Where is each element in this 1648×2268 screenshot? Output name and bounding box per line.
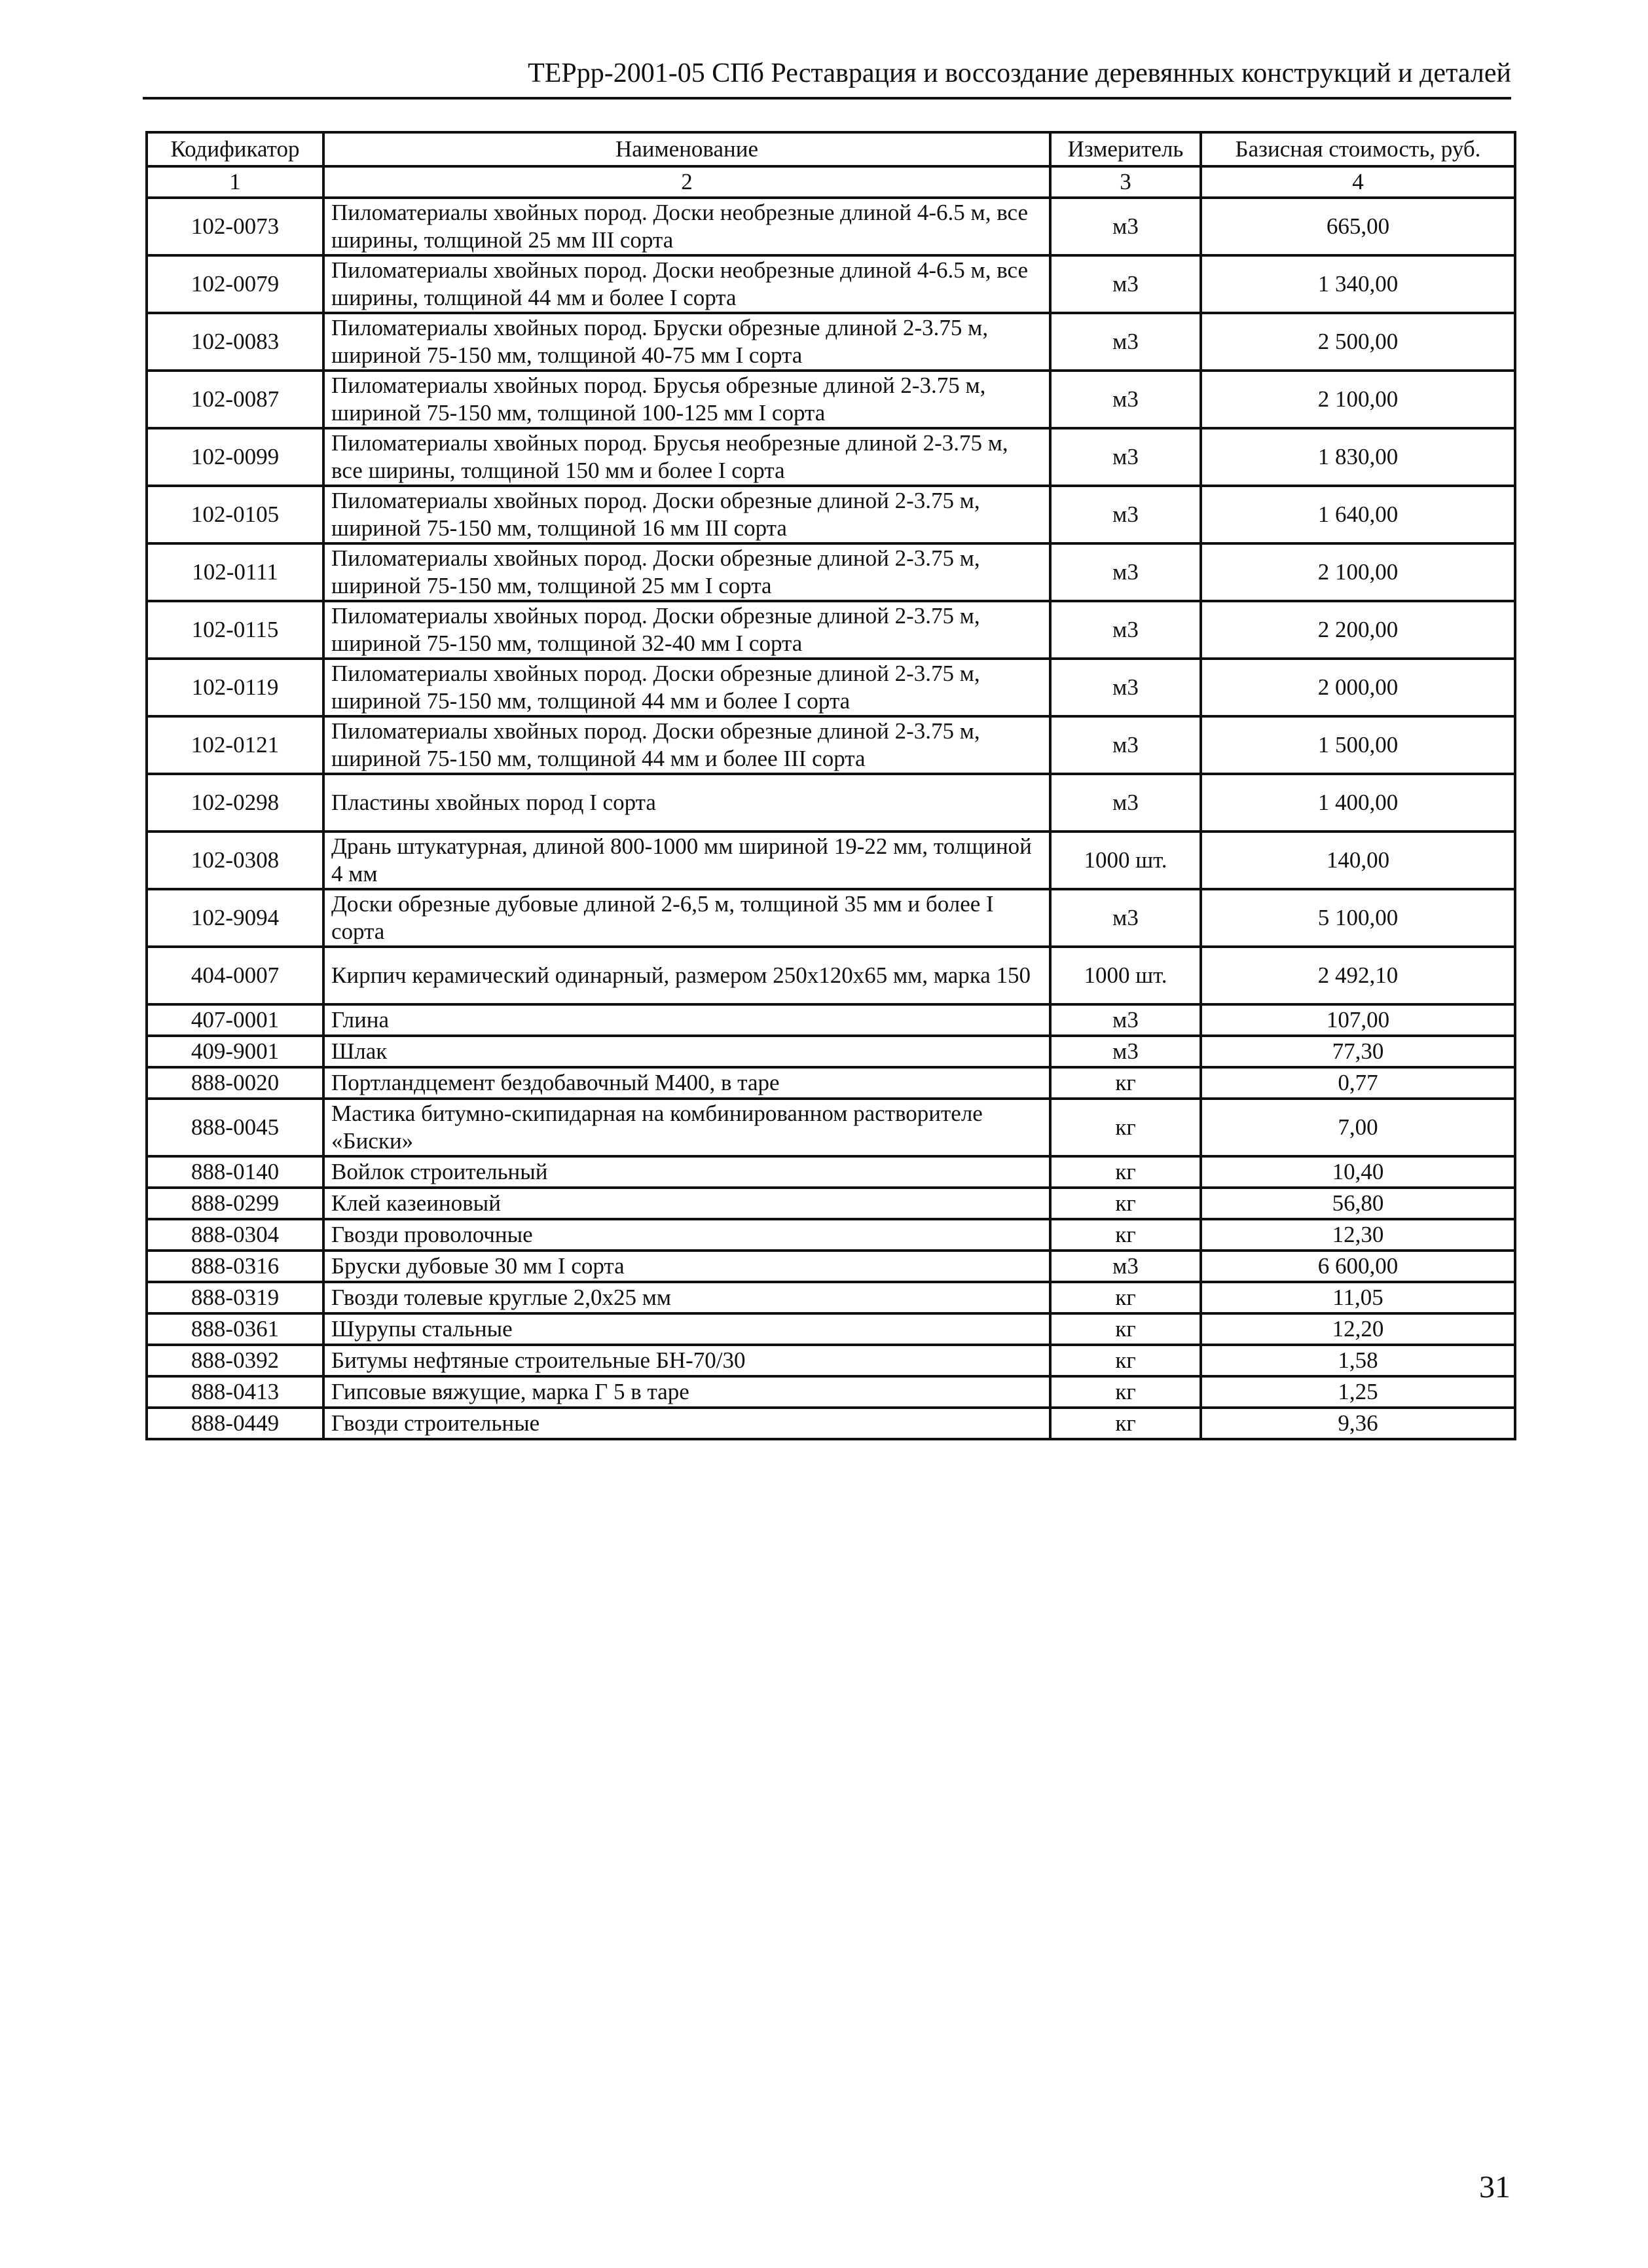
table-row	[147, 428, 1515, 486]
name-cell: Пластины хвойных пород I сорта	[323, 774, 1050, 832]
name-cell: Бруски дубовые 30 мм I сорта	[323, 1251, 1050, 1282]
price-cell: 10,40	[1201, 1156, 1515, 1188]
unit-cell: 1000 шт.	[1050, 832, 1201, 889]
name-cell: Гвозди проволочные	[323, 1219, 1050, 1251]
price-cell: 77,30	[1201, 1036, 1515, 1067]
table-row	[147, 832, 1515, 889]
price-cell: 9,36	[1201, 1408, 1515, 1439]
code-cell: 102-9094	[147, 889, 323, 947]
column-number: 4	[1201, 166, 1515, 198]
unit-cell: м3	[1050, 716, 1201, 774]
page-header	[143, 43, 1511, 100]
table-row	[147, 1036, 1515, 1067]
code-cell: 888-0413	[147, 1376, 323, 1408]
price-cell: 5 100,00	[1201, 889, 1515, 947]
table-row	[147, 255, 1515, 313]
table-row	[147, 1408, 1515, 1439]
price-cell: 2 100,00	[1201, 371, 1515, 428]
page-number: 31	[1479, 2170, 1511, 2204]
name-cell: Портландцемент бездобавочный М400, в таре	[323, 1067, 1050, 1099]
unit-cell: м3	[1050, 486, 1201, 543]
price-cell: 2 492,10	[1201, 947, 1515, 1004]
price-cell: 1,58	[1201, 1345, 1515, 1376]
name-cell: Пиломатериалы хвойных пород. Бруски обрезные длиной 2-3.75 м, шириной 75-150 мм, толщиной 40-75 мм I сорта	[323, 313, 1050, 371]
column-number-row	[147, 166, 1515, 198]
unit-cell: м3	[1050, 313, 1201, 371]
name-cell: Пиломатериалы хвойных пород. Доски обрезные длиной 2-3.75 м, шириной 75-150 мм, толщиной 25 мм I сорта	[323, 543, 1050, 601]
price-cell: 1 340,00	[1201, 255, 1515, 313]
unit-cell: кг	[1050, 1282, 1201, 1313]
unit-cell: кг	[1050, 1376, 1201, 1408]
unit-cell: м3	[1050, 659, 1201, 716]
column-header-price: Базисная стоимость, руб.	[1201, 132, 1515, 166]
code-cell: 888-0020	[147, 1067, 323, 1099]
name-cell: Пиломатериалы хвойных пород. Доски необрезные длиной 4-6.5 м, все ширины, толщиной 44 мм и более I сорта	[323, 255, 1050, 313]
price-cell: 11,05	[1201, 1282, 1515, 1313]
price-cell: 0,77	[1201, 1067, 1515, 1099]
price-table	[145, 131, 1516, 1440]
unit-cell: кг	[1050, 1067, 1201, 1099]
table-row	[147, 1219, 1515, 1251]
table-row	[147, 659, 1515, 716]
code-cell: 888-0316	[147, 1251, 323, 1282]
table-row	[147, 198, 1515, 255]
name-cell: Шлак	[323, 1036, 1050, 1067]
code-cell: 102-0079	[147, 255, 323, 313]
price-cell: 6 600,00	[1201, 1251, 1515, 1282]
table-row	[147, 313, 1515, 371]
name-cell: Доски обрезные дубовые длиной 2-6,5 м, толщиной 35 мм и более I сорта	[323, 889, 1050, 947]
table-row	[147, 1067, 1515, 1099]
unit-cell: м3	[1050, 1004, 1201, 1036]
code-cell: 888-0299	[147, 1188, 323, 1219]
name-cell: Пиломатериалы хвойных пород. Доски обрезные длиной 2-3.75 м, шириной 75-150 мм, толщиной 32-40 мм I сорта	[323, 601, 1050, 659]
code-cell: 102-0083	[147, 313, 323, 371]
name-cell: Пиломатериалы хвойных пород. Брусья обрезные длиной 2-3.75 м, шириной 75-150 мм, толщиной 100-125 мм I сорта	[323, 371, 1050, 428]
name-cell: Кирпич керамический одинарный, размером 250x120x65 мм, марка 150	[323, 947, 1050, 1004]
code-cell: 102-0073	[147, 198, 323, 255]
name-cell: Пиломатериалы хвойных пород. Доски обрезные длиной 2-3.75 м, шириной 75-150 мм, толщиной 16 мм III сорта	[323, 486, 1050, 543]
unit-cell: кг	[1050, 1219, 1201, 1251]
code-cell: 102-0105	[147, 486, 323, 543]
price-cell: 7,00	[1201, 1099, 1515, 1156]
code-cell: 102-0087	[147, 371, 323, 428]
table-row	[147, 1099, 1515, 1156]
name-cell: Шурупы стальные	[323, 1313, 1050, 1345]
price-cell: 56,80	[1201, 1188, 1515, 1219]
column-header-name: Наименование	[323, 132, 1050, 166]
name-cell: Битумы нефтяные строительные БН-70/30	[323, 1345, 1050, 1376]
table-header-row	[147, 132, 1515, 166]
table-row	[147, 1251, 1515, 1282]
code-cell: 888-0304	[147, 1219, 323, 1251]
price-cell: 1 400,00	[1201, 774, 1515, 832]
table-row	[147, 1313, 1515, 1345]
unit-cell: кг	[1050, 1188, 1201, 1219]
table-row	[147, 889, 1515, 947]
table-row	[147, 1156, 1515, 1188]
unit-cell: м3	[1050, 601, 1201, 659]
code-cell: 888-0140	[147, 1156, 323, 1188]
price-cell: 107,00	[1201, 1004, 1515, 1036]
document-title: ТЕРрр-2001-05 СПб Реставрация и воссоздание деревянных конструкций и деталей	[528, 58, 1511, 88]
unit-cell: м3	[1050, 889, 1201, 947]
code-cell: 102-0099	[147, 428, 323, 486]
code-cell: 888-0392	[147, 1345, 323, 1376]
unit-cell: кг	[1050, 1156, 1201, 1188]
name-cell: Гвозди толевые круглые 2,0x25 мм	[323, 1282, 1050, 1313]
unit-cell: 1000 шт.	[1050, 947, 1201, 1004]
code-cell: 102-0111	[147, 543, 323, 601]
unit-cell: м3	[1050, 774, 1201, 832]
name-cell: Мастика битумно-скипидарная на комбинированном растворителе «Биски»	[323, 1099, 1050, 1156]
code-cell: 404-0007	[147, 947, 323, 1004]
unit-cell: м3	[1050, 428, 1201, 486]
unit-cell: кг	[1050, 1313, 1201, 1345]
name-cell: Глина	[323, 1004, 1050, 1036]
name-cell: Клей казеиновый	[323, 1188, 1050, 1219]
price-cell: 2 000,00	[1201, 659, 1515, 716]
unit-cell: м3	[1050, 255, 1201, 313]
table-row	[147, 543, 1515, 601]
code-cell: 102-0298	[147, 774, 323, 832]
unit-cell: м3	[1050, 1251, 1201, 1282]
name-cell: Пиломатериалы хвойных пород. Доски обрезные длиной 2-3.75 м, шириной 75-150 мм, толщиной 44 мм и более III сорта	[323, 716, 1050, 774]
table-row	[147, 1004, 1515, 1036]
column-number: 2	[323, 166, 1050, 198]
price-cell: 2 500,00	[1201, 313, 1515, 371]
price-cell: 2 200,00	[1201, 601, 1515, 659]
unit-cell: м3	[1050, 371, 1201, 428]
price-cell: 1 640,00	[1201, 486, 1515, 543]
name-cell: Войлок строительный	[323, 1156, 1050, 1188]
table-row	[147, 1345, 1515, 1376]
code-cell: 102-0115	[147, 601, 323, 659]
column-number: 3	[1050, 166, 1201, 198]
price-cell: 1 830,00	[1201, 428, 1515, 486]
column-header-unit: Измеритель	[1050, 132, 1201, 166]
price-cell: 2 100,00	[1201, 543, 1515, 601]
column-header-code: Кодификатор	[147, 132, 323, 166]
name-cell: Пиломатериалы хвойных пород. Брусья необрезные длиной 2-3.75 м, все ширины, толщиной 150 мм и более I сорта	[323, 428, 1050, 486]
table-row	[147, 774, 1515, 832]
price-cell: 140,00	[1201, 832, 1515, 889]
table-row	[147, 486, 1515, 543]
unit-cell: кг	[1050, 1345, 1201, 1376]
code-cell: 102-0121	[147, 716, 323, 774]
name-cell: Гипсовые вяжущие, марка Г 5 в таре	[323, 1376, 1050, 1408]
table-row	[147, 371, 1515, 428]
code-cell: 888-0449	[147, 1408, 323, 1439]
code-cell: 102-0119	[147, 659, 323, 716]
table-row	[147, 1282, 1515, 1313]
table-row	[147, 716, 1515, 774]
price-cell: 12,30	[1201, 1219, 1515, 1251]
price-cell: 12,20	[1201, 1313, 1515, 1345]
price-cell: 1,25	[1201, 1376, 1515, 1408]
table-row	[147, 1376, 1515, 1408]
table-row	[147, 947, 1515, 1004]
table-row	[147, 601, 1515, 659]
name-cell: Гвозди строительные	[323, 1408, 1050, 1439]
code-cell: 102-0308	[147, 832, 323, 889]
code-cell: 888-0319	[147, 1282, 323, 1313]
name-cell: Пиломатериалы хвойных пород. Доски обрезные длиной 2-3.75 м, шириной 75-150 мм, толщиной 44 мм и более I сорта	[323, 659, 1050, 716]
table-row	[147, 1188, 1515, 1219]
code-cell: 888-0045	[147, 1099, 323, 1156]
unit-cell: кг	[1050, 1099, 1201, 1156]
column-number: 1	[147, 166, 323, 198]
price-cell: 1 500,00	[1201, 716, 1515, 774]
code-cell: 407-0001	[147, 1004, 323, 1036]
name-cell: Пиломатериалы хвойных пород. Доски необрезные длиной 4-6.5 м, все ширины, толщиной 25 мм III сорта	[323, 198, 1050, 255]
unit-cell: м3	[1050, 198, 1201, 255]
unit-cell: м3	[1050, 1036, 1201, 1067]
unit-cell: кг	[1050, 1408, 1201, 1439]
unit-cell: м3	[1050, 543, 1201, 601]
code-cell: 409-9001	[147, 1036, 323, 1067]
price-cell: 665,00	[1201, 198, 1515, 255]
name-cell: Дрань штукатурная, длиной 800-1000 мм шириной 19-22 мм, толщиной 4 мм	[323, 832, 1050, 889]
code-cell: 888-0361	[147, 1313, 323, 1345]
